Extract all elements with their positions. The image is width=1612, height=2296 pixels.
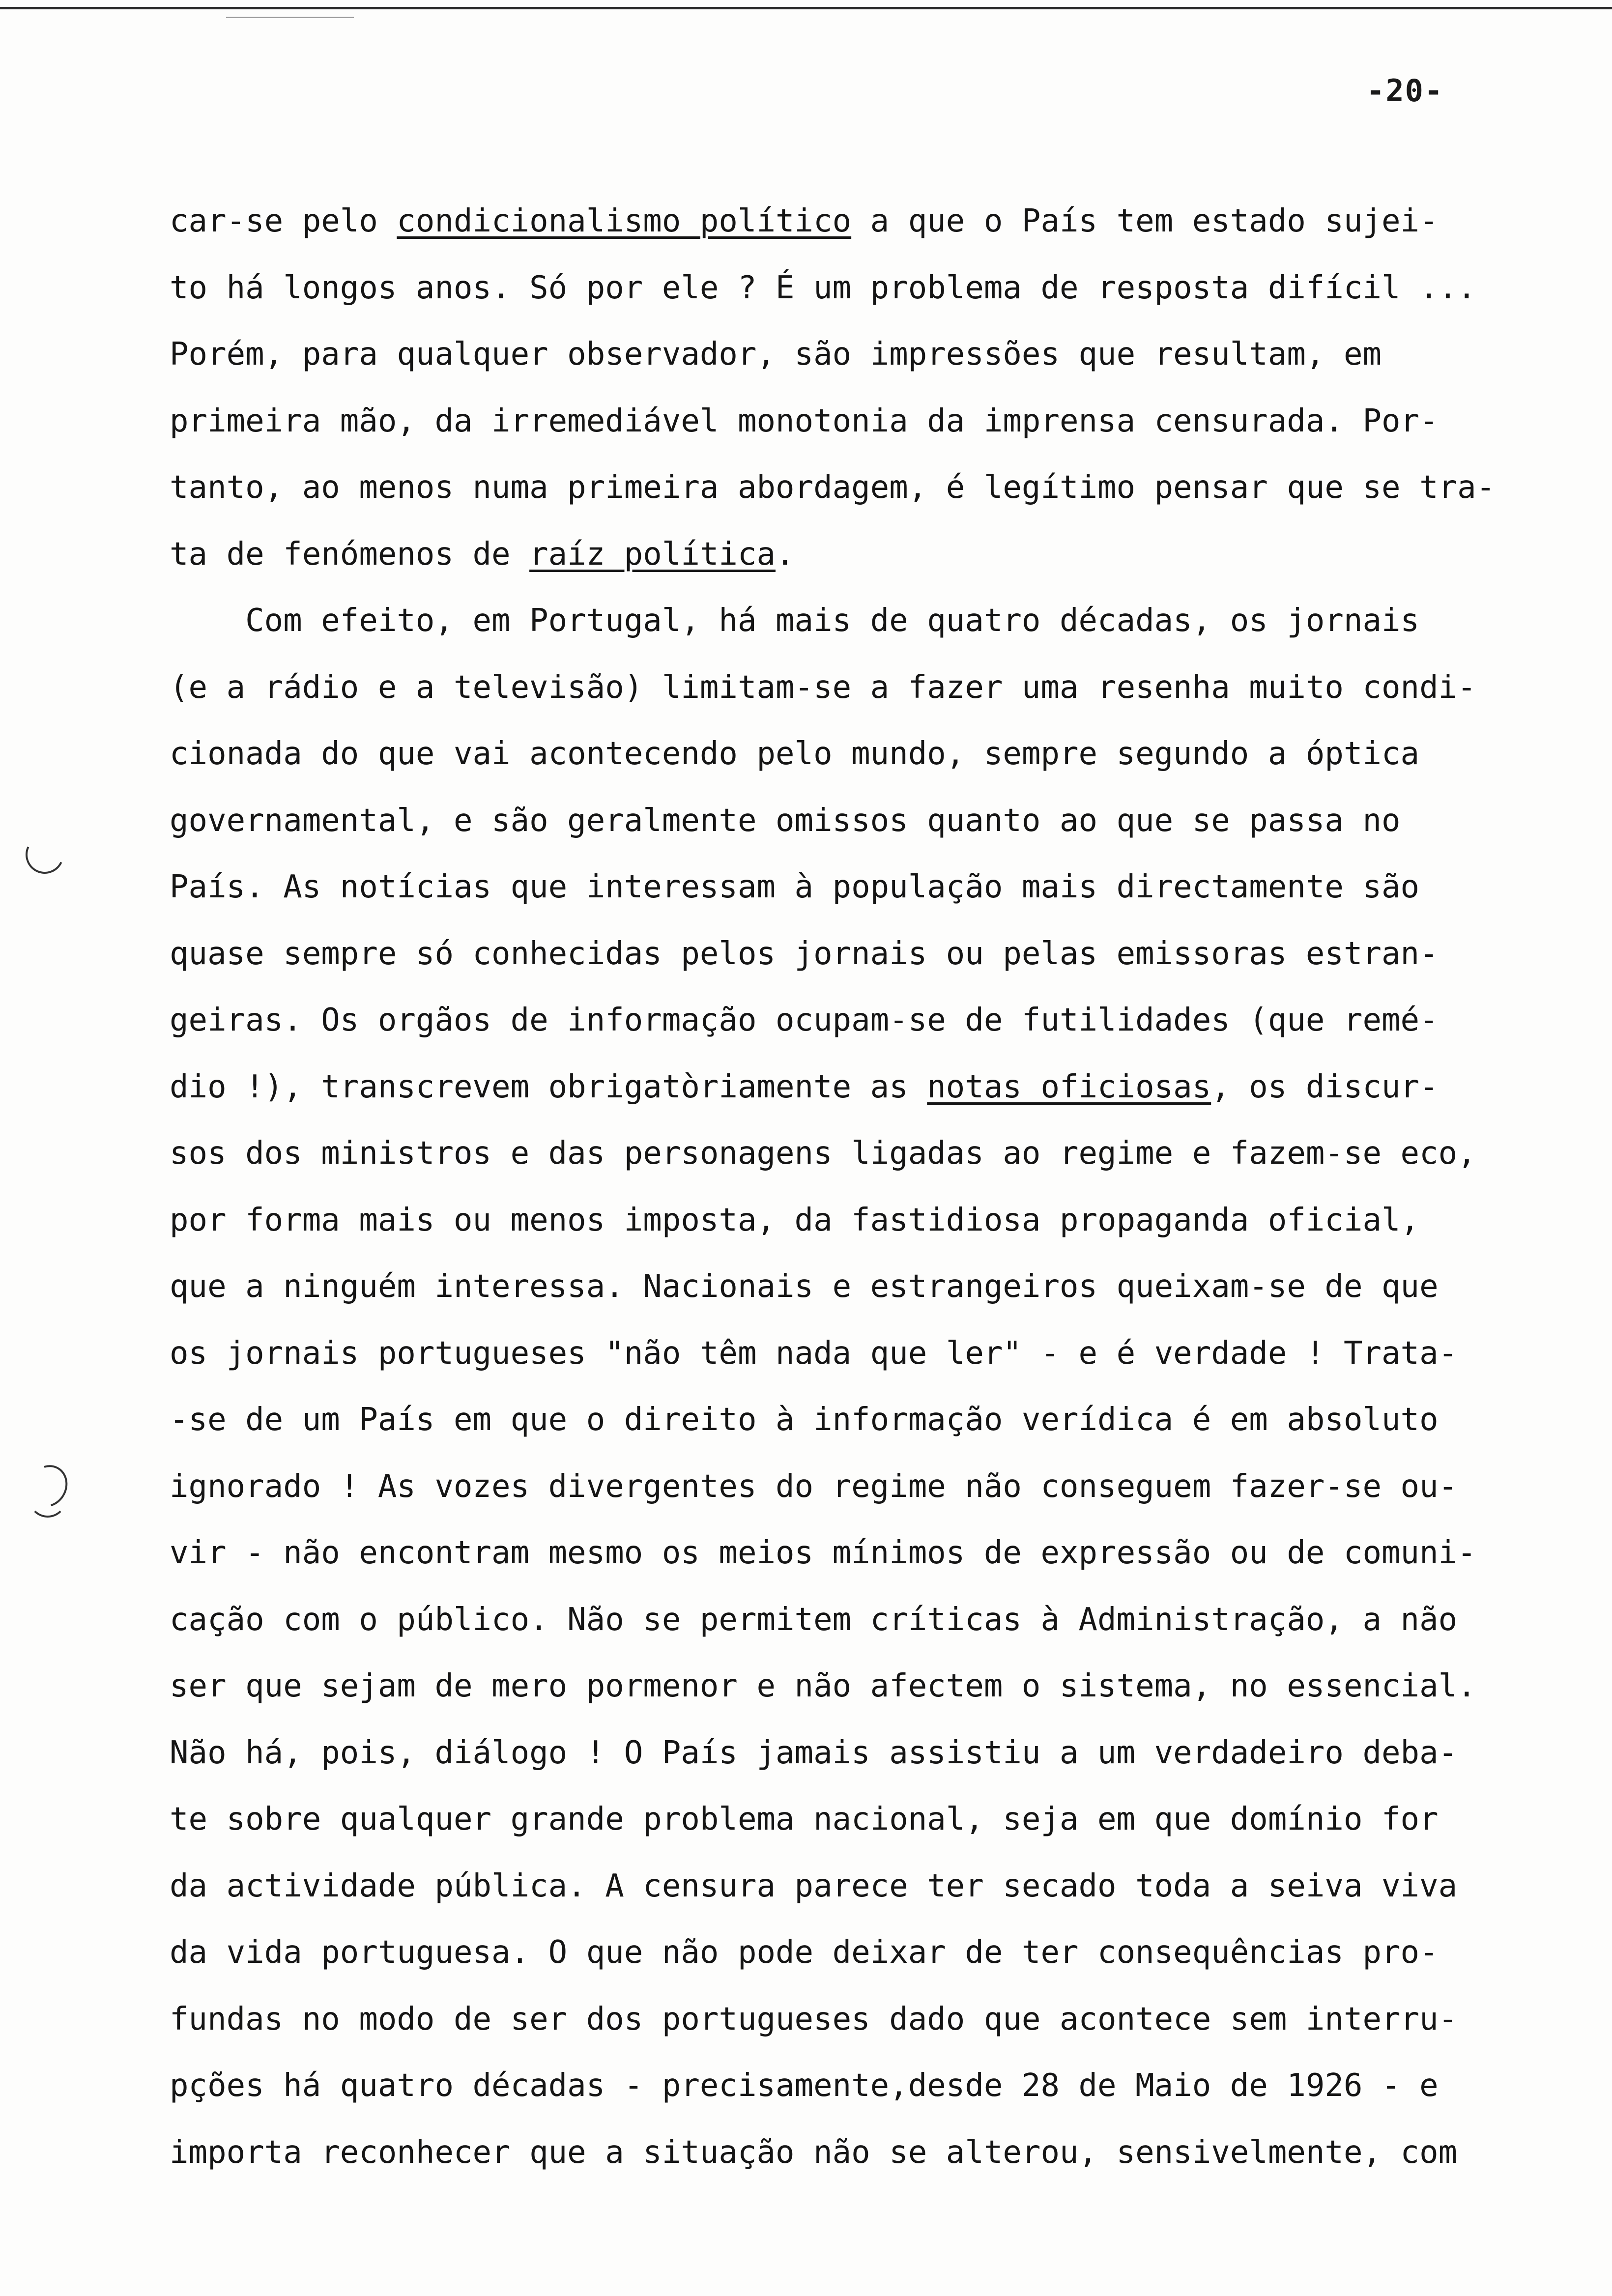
text-line [170, 732, 1419, 776]
page-top-faint-mark [226, 17, 354, 18]
text-line [170, 599, 1419, 643]
text-segment: sos dos ministros e das personagens ligadas ao regime e fazem-se eco, [170, 1135, 1476, 1172]
text-segment: pções há quatro décadas - precisamente,desde 28 de Maio de 1926 - e [170, 2067, 1439, 2104]
text-line [170, 1930, 1439, 1975]
text-line [170, 799, 1401, 843]
text-segment: Não há, pois, diálogo ! O País jamais assistiu a um verdadeiro deba- [170, 1735, 1458, 1771]
text-line [170, 1065, 1439, 1109]
text-line [170, 1664, 1476, 1708]
text-segment: geiras. Os orgãos de informação ocupam-se de futilidades (que remé- [170, 1002, 1439, 1038]
text-segment: governamental, e são geralmente omissos quanto ao que se passa no [170, 803, 1401, 839]
text-line [170, 1731, 1457, 1775]
text-line [170, 1198, 1419, 1242]
page-top-edge-rule [0, 7, 1612, 9]
text-line [170, 1264, 1439, 1309]
text-segment: vir - não encontram mesmo os meios mínimos de expressão ou de comuni- [170, 1535, 1476, 1571]
text-line [170, 399, 1439, 443]
text-segment: da vida portuguesa. O que não pode deixar de ter consequências pro- [170, 1934, 1439, 1971]
text-segment: cionada do que vai acontecendo pelo mundo, sempre segundo a óptica [170, 736, 1420, 772]
text-segment: cação com o público. Não se permitem críticas à Administração, a não [170, 1602, 1458, 1638]
text-segment: a que o País tem estado sujei- [851, 203, 1439, 239]
text-line [170, 1797, 1439, 1841]
text-segment: tanto, ao menos numa primeira abordagem, é legítimo pensar que se tra- [170, 469, 1496, 506]
text-segment: , os discur- [1211, 1069, 1439, 1105]
text-segment: Porém, para qualquer observador, são impressões que resultam, em [170, 336, 1382, 373]
text-line [170, 932, 1439, 976]
text-line [170, 998, 1439, 1042]
underlined-phrase: condicionalismo político [397, 203, 852, 239]
text-line [170, 1331, 1457, 1376]
text-line [170, 332, 1382, 376]
text-line [170, 2130, 1457, 2175]
text-line [170, 266, 1476, 310]
text-segment: da actividade pública. A censura parece ter secado toda a seiva viva [170, 1868, 1458, 1904]
underlined-phrase: notas oficiosas [927, 1069, 1211, 1105]
text-line [170, 1864, 1457, 1908]
text-segment: -se de um País em que o direito à informação verídica é em absoluto [170, 1402, 1439, 1438]
text-segment: (e a rádio e a televisão) limitam-se a fazer uma resenha muito condi- [170, 669, 1476, 706]
text-line [170, 532, 795, 576]
text-segment: dio !), transcrevem obrigatòriamente as [170, 1069, 927, 1105]
text-segment: País. As notícias que interessam à população mais directamente são [170, 869, 1420, 905]
text-line [170, 1531, 1476, 1575]
text-segment: os jornais portugueses "não têm nada que ler" - e é verdade ! Trata- [170, 1335, 1458, 1372]
text-segment: quase sempre só conhecidas pelos jornais ou pelas emissoras estran- [170, 936, 1439, 972]
text-line [170, 665, 1476, 710]
text-segment: Com efeito, em Portugal, há mais de quatro décadas, os jornais [170, 603, 1420, 639]
text-segment: te sobre qualquer grande problema nacional, seja em que domínio for [170, 1801, 1439, 1837]
text-line [170, 1131, 1476, 1176]
text-segment: ta de fenómenos de [170, 536, 530, 573]
margin-hole-punch-mark-icon [20, 830, 69, 879]
text-segment: por forma mais ou menos imposta, da fastidiosa propaganda oficial, [170, 1202, 1420, 1238]
page-number: -20- [1366, 73, 1444, 109]
text-line [170, 1598, 1457, 1642]
text-segment: primeira mão, da irremediável monotonia da imprensa censurada. Por- [170, 403, 1439, 439]
underlined-phrase: raíz política [529, 536, 776, 573]
text-segment: car-se pelo [170, 203, 397, 239]
text-segment: . [776, 536, 795, 573]
text-line [170, 1997, 1457, 2041]
margin-hole-punch-mark-icon [29, 1479, 67, 1518]
text-line [170, 1464, 1457, 1509]
text-line [170, 199, 1439, 243]
text-line [170, 1398, 1439, 1442]
text-segment: fundas no modo de ser dos portugueses dado que acontece sem interru- [170, 2001, 1458, 2038]
text-line [170, 465, 1495, 510]
text-segment: to há longos anos. Só por ele ? É um problema de resposta difícil ... [170, 270, 1476, 306]
text-segment: que a ninguém interessa. Nacionais e estrangeiros queixam-se de que [170, 1268, 1439, 1305]
text-line [170, 865, 1419, 909]
text-segment: ser que sejam de mero pormenor e não afectem o sistema, no essencial. [170, 1668, 1476, 1704]
text-line [170, 2064, 1439, 2108]
text-segment: ignorado ! As vozes divergentes do regime não conseguem fazer-se ou- [170, 1468, 1458, 1505]
text-segment: importa reconhecer que a situação não se alterou, sensivelmente, com [170, 2134, 1458, 2171]
